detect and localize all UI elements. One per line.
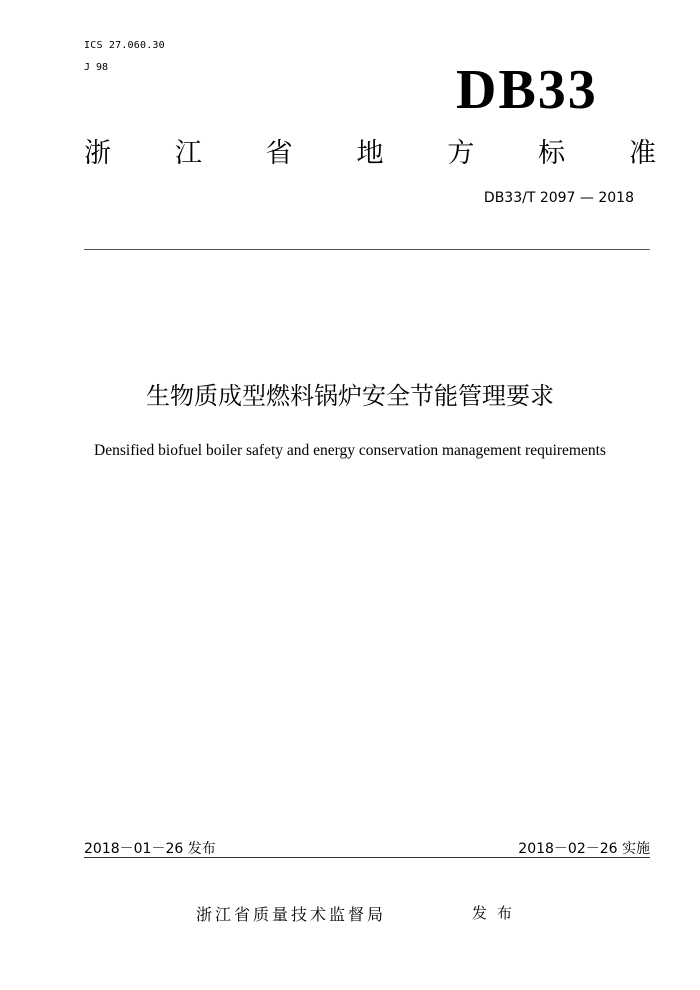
publish-date: 2018－01－26 发布	[84, 841, 216, 857]
issuing-authority: 浙江省质量技术监督局	[196, 905, 387, 924]
heading-char: 省	[265, 138, 293, 169]
classification-code: J 98	[84, 62, 109, 73]
heading-char: 标	[538, 138, 566, 169]
standard-category-heading	[84, 136, 656, 172]
footer-divider	[84, 857, 650, 858]
heading-char: 江	[174, 138, 202, 169]
ics-code: ICS 27.060.30	[84, 40, 165, 51]
heading-char: 浙	[84, 138, 111, 169]
heading-char: 地	[356, 138, 384, 169]
heading-char: 方	[447, 138, 475, 169]
header-divider	[84, 249, 650, 250]
standard-prefix-logo: DB33	[456, 59, 598, 121]
document-title-chinese: 生物质成型燃料锅炉安全节能管理要求	[146, 382, 554, 410]
standard-number: DB33/T 2097 — 2018	[483, 190, 634, 206]
heading-char: 准	[628, 138, 656, 169]
implement-date: 2018－02－26 实施	[518, 841, 650, 857]
issue-label: 发布	[472, 904, 523, 922]
document-title-english: Densified biofuel boiler safety and energy conservation management requirements	[94, 442, 606, 459]
